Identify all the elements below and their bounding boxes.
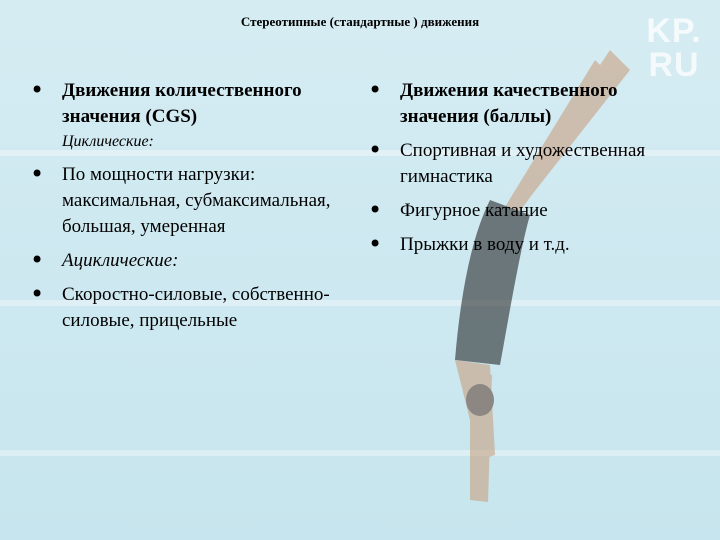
item-text: Спортивная и художественная гимнастика [400, 140, 646, 187]
right-column [368, 78, 688, 266]
item-subtext: Циклические: [62, 133, 154, 150]
list-item [30, 248, 350, 274]
item-text: По мощности нагрузки: максимальная, субмаксимальная, большая, умеренная [62, 164, 331, 237]
list-item [368, 78, 688, 130]
bullet-icon: • [368, 230, 383, 258]
bullet-icon: • [368, 76, 383, 104]
item-text: Движения качественного значения (баллы) [400, 80, 618, 127]
bullet-icon: • [368, 136, 383, 164]
bullet-icon: • [30, 246, 45, 274]
left-column [30, 78, 350, 342]
item-text: Прыжки в воду и т.д. [400, 234, 570, 255]
item-text: Скоростно-силовые, собственно-силовые, прицельные [62, 284, 330, 331]
list-item [30, 78, 350, 154]
bullet-icon: • [30, 76, 45, 104]
bullet-icon: • [368, 196, 383, 224]
item-text: Ациклические: [62, 250, 179, 271]
slide-title: Стереотипные (стандартные ) движения [240, 14, 480, 29]
list-item [368, 138, 688, 190]
list-item [368, 198, 688, 224]
item-text: Движения количественного значения (CGS) [62, 80, 302, 127]
item-text: Фигурное катание [400, 200, 548, 221]
bullet-icon: • [30, 280, 45, 308]
list-item [30, 162, 350, 240]
list-item [30, 282, 350, 334]
list-item [368, 232, 688, 258]
bullet-icon: • [30, 160, 45, 188]
watermark-logo: KP. RU [646, 12, 702, 84]
